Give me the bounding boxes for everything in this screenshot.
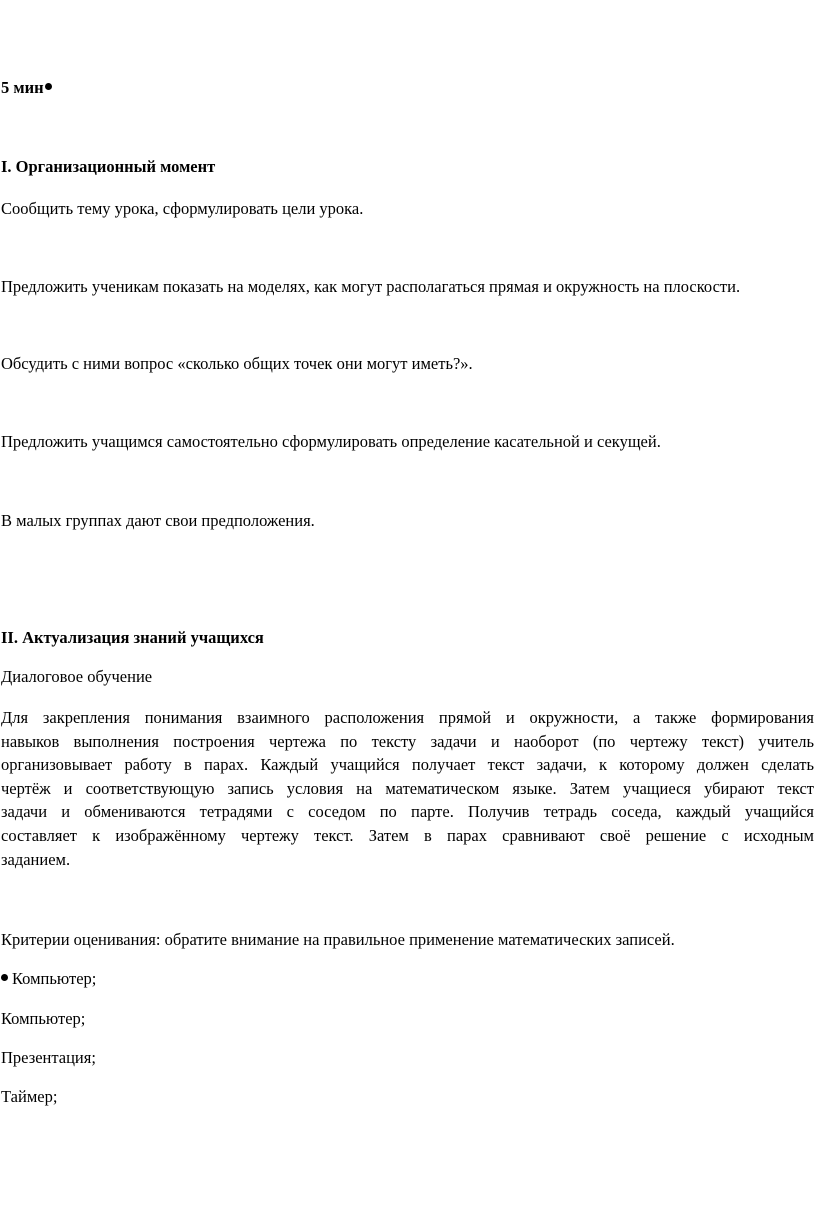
section-1-line: Предложить ученикам показать на моделях, как могут располагаться прямая и окружность на плоскости. (1, 277, 741, 296)
paragraph-row: составляет к изображённому чертежу текст. Затем в парах сравнивают своё решение с исходным (1, 825, 814, 845)
section-1-line: В малых группах дают свои предположения. (1, 511, 315, 530)
section-1-line: Предложить учащимся самостоятельно сформулировать определение касательной и секущей. (1, 432, 661, 451)
bullet-icon (1, 974, 8, 981)
resource-label: Компьютер; (12, 969, 97, 988)
time-text: 5 мин (1, 78, 44, 97)
paragraph-row: организовывает работу в парах. Каждый учащийся получает текст задачи, к которому должен сделать (1, 755, 814, 775)
resource-item (1, 969, 96, 989)
section-1-line: Сообщить тему урока, сформулировать цели урока. (1, 199, 364, 218)
section-2-paragraph (1, 706, 814, 871)
paragraph-row: задачи и обмениваются тетрадями с соседом по парте. Получив тетрадь соседа, каждый учащийся (1, 802, 814, 822)
paragraph-row: Для закрепления понимания взаимного расположения прямой и окружности, а также формирования (1, 708, 814, 727)
resource-item: Таймер; (1, 1087, 58, 1106)
criteria-text: Критерии оценивания: обратите внимание на правильное применение математических записей. (1, 930, 675, 949)
section-2-subtitle: Диалоговое обучение (1, 667, 153, 686)
paragraph-row: заданием. (1, 849, 71, 869)
resource-item: Презентация; (1, 1048, 96, 1067)
time-label (1, 78, 52, 98)
section-1-title: I. Организационный момент (1, 157, 216, 176)
section-2-title: II. Актуализация знаний учащихся (1, 628, 264, 647)
bullet-icon (45, 83, 52, 90)
paragraph-row: чертёж и соответствующую запись условия на математическом языке. Затем учащиеся убирают текст (1, 778, 814, 798)
paragraph-row: навыков выполнения построения чертежа по тексту задачи и наоборот (по чертежу текст) учитель (1, 731, 814, 751)
resource-item: Компьютер; (1, 1009, 86, 1028)
section-1-line: Обсудить с ними вопрос «сколько общих точек они могут иметь?». (1, 354, 473, 373)
